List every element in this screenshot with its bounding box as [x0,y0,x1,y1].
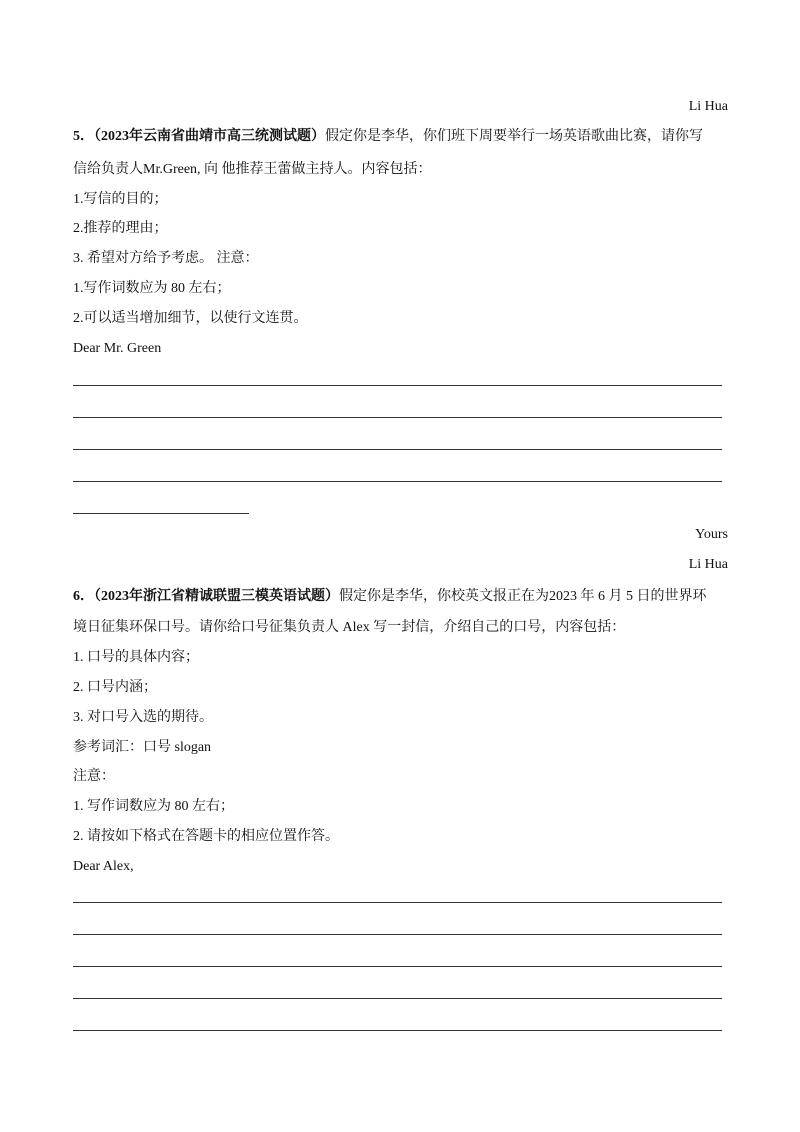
q6-prompt-line-2: 境日征集环保口号。请你给口号征集负责人 Alex 写一封信，介绍自己的口号，内容包括： [73,620,626,635]
top-signature: Li Hua [688,99,728,114]
q5-note-2: 2.可以适当增加细节，以使行文连贯。 [73,311,308,326]
q5-prompt-line-2: 信给负责人Mr.Green, 向 他推荐王蕾做主持人。内容包括： [73,162,432,177]
q5-source: （2023年云南省曲靖市高三统测试题） [94,129,325,144]
q6-source: （2023年浙江省精诚联盟三模英语试题） [94,589,339,604]
q6-item-1: 1. 口号的具体内容； [73,650,199,665]
q6-number: 6． [73,589,94,604]
q5-answer-line-1 [73,385,722,386]
q6-item-3: 3. 对口号入选的期待。 [73,710,213,725]
q6-note-1: 1. 写作词数应为 80 左右； [73,799,234,814]
q6-note-title: 注意： [73,769,115,784]
q6-answer-line-5 [73,1030,722,1031]
q5-answer-line-5 [73,513,249,514]
q5-salutation: Dear Mr. Green [73,341,162,356]
q6-answer-line-3 [73,966,722,967]
q5-answer-line-2 [73,417,722,418]
q5-item-2: 2.推荐的理由； [73,221,168,236]
q6-answer-line-4 [73,998,722,999]
q6-note-2: 2. 请按如下格式在答题卡的相应位置作答。 [73,829,339,844]
q6-item-2: 2. 口号内涵； [73,680,157,695]
q6-prompt-line-1: 假定你是李华，你校英文报正在为2023 年 6 月 5 日的世界环 [339,589,707,604]
q6-answer-line-2 [73,934,722,935]
q5-header [73,128,703,146]
q6-salutation: Dear Alex, [73,859,134,874]
q5-note-1: 1.写作词数应为 80 左右； [73,281,231,296]
q5-prompt-line-1: 假定你是李华，你们班下周要举行一场英语歌曲比赛，请你写 [325,129,703,144]
q6-answer-line-1 [73,902,722,903]
q5-signature: Li Hua [688,557,728,572]
q5-number: 5． [73,129,94,144]
q5-closing: Yours [695,527,728,542]
q5-item-1: 1.写信的目的； [73,192,168,207]
q6-vocab: 参考词汇：口号 slogan [73,740,212,755]
q6-header [73,588,707,606]
q5-answer-line-4 [73,481,722,482]
q5-answer-line-3 [73,449,722,450]
q5-item-3: 3. 希望对方给予考虑。 注意： [73,251,259,266]
